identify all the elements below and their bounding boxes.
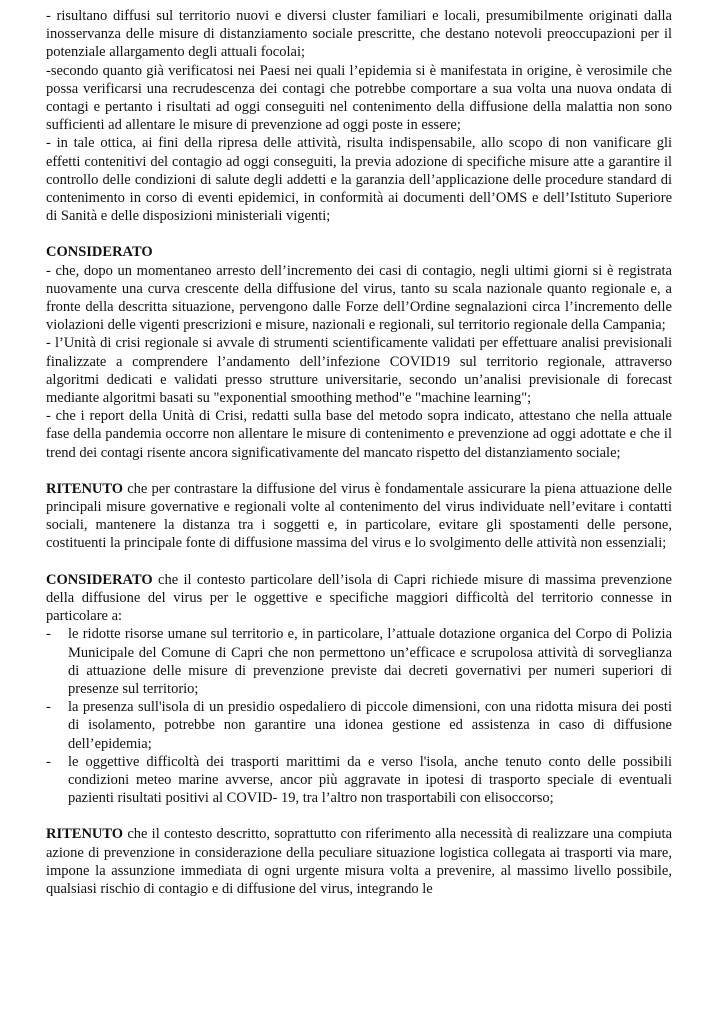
ritenuto-text: che per contrastare la diffusione del virus è fondamentale assicurare la piena attuazione delle principali misure governative e regionali volte al contenimento del virus individuate nell’evitare i contatti sociali, mantenere la distanza tra i soggetti e, in particolare, evitare gli spostamenti delle persone, costituenti la principale fonte di diffusione massima del virus e lo svolgimento delle attività non essenziali; [46,480,672,552]
considerato-item-1: - che, dopo un momentaneo arresto dell’incremento dei casi di contagio, negli ultimi giorni si è registrata nuovamente una curva crescente della diffusione del virus, tanto su scala nazionale quanto regionale e, a fronte della descritta situazione, pervengono dalle Forze dell’Ordine segnalazioni circa l’incremento delle violazioni delle vigenti prescrizioni e misure, nazionali e regionali, sul territorio regionale della Campania; [46,262,672,334]
intro-paragraph-2: -secondo quanto già verificatosi nei Paesi nei quali l’epidemia si è manifestata in origine, è verosimile che possa verificarsi una recrudescenza dei contagi che potrebbe comportare a sua volta una nuova ondata di contagi e pertanto i risultati ad oggi conseguiti nel contenimento della diffusione della malattia non sono sufficienti ad allentare le misure di prevenzione ad oggi poste in essere; [46,62,672,134]
ritenuto-text: che il contesto descritto, soprattutto con riferimento alla necessità di realizzare una compiuta azione di prevenzione in considerazione della peculiare situazione logistica collegata ai trasporti via mare, impone la assunzione immediata di ogni urgente misura volta a prevenire, al massimo livello possibile, qualsiasi rischio di contagio e di diffusione del virus, integrando le [46,826,672,897]
considerato-item-2: - l’Unità di crisi regionale si avvale di strumenti scientificamente validati per effettuare analisi previsionali finalizzate a comprendere l’andamento dell’infezione COVID19 sul territorio regionale, attraverso algoritmi dedicati e validati presso strutture universitarie, secondo un’analisi previsionale di forecast mediante algoritmi basati su "exponential smoothing method"e "machine learning"; [46,335,672,407]
ritenuto-paragraph-2 [46,825,672,898]
considerato-item-3: - che i report della Unità di Crisi, redatti sulla base del metodo sopra indicato, attestano che nella attuale fase della pandemia occorre non allentare le misure di contenimento e prevenzione ad oggi adottate e che il trend dei contagi risente ancora significativamente del mancato rispetto del distanziamento sociale; [46,408,672,461]
list-item: - le ridotte risorse umane sul territorio e, in particolare, l’attuale dotazione organica del Corpo di Polizia Municipale del Comune di Capri che non permettono un’efficace e scrupolosa attività di sorveglianza di attuazione delle misure di prevenzione previste dai decreti governativi per numeri superiori di presenze sul territorio; [46,626,672,697]
considerato-paragraph-2 [46,571,672,626]
dash-bullet: - [46,626,51,643]
ritenuto-keyword: RITENUTO [46,480,124,497]
dash-bullet: - [46,753,51,770]
document-page [46,7,672,898]
considerato-text: che il contesto particolare dell’isola di Capri richiede misure di massima prevenzione della diffusione del virus per le oggettive e specifiche maggiori difficoltà del territorio connesse in particolare a: [46,571,672,625]
considerato-heading: CONSIDERATO [46,244,153,261]
capri-difficulties-list [46,625,672,807]
ritenuto-keyword: RITENUTO [46,826,124,843]
list-item: - la presenza sull'isola di un presidio ospedaliero di piccole dimensioni, con una ridotta misura dei posti di isolamento, potrebbe non garantire una idonea gestione ed assistenza in caso di diffusione dell’epidemia; [46,699,672,752]
intro-paragraph-3: - in tale ottica, ai fini della ripresa delle attività, risulta indispensabile, allo scopo di non vanificare gli effetti contenitivi del contagio ad oggi conseguiti, la previa adozione di specifiche misure atte a garantire il controllo delle condizioni di salute degli addetti e la garanzia dell’applicazione delle procedure standard di contenimento in corso di eventi epidemici, in conformità ai documenti dell’OMS e dell’Istituto Superiore di Sanità e delle disposizioni ministeriali vigenti; [46,135,672,225]
dash-bullet: - [46,699,51,716]
considerato-keyword: CONSIDERATO [46,571,153,588]
intro-paragraph-1: - risultano diffusi sul territorio nuovi e diversi cluster familiari e locali, presumibilmente originati dalla inosservanza delle misure di distanziamento sociale prescritte, che destano notevoli preoccupazioni per il potenziale allargamento degli attuali focolai; [46,8,672,61]
list-item: - le oggettive difficoltà dei trasporti marittimi da e verso l'isola, anche tenuto conto delle possibili condizioni meteo marine avverse, ancor più aggravate in ipotesi di trasporto speciale di eventuali pazienti risultati positivi al COVID- 19, tra l’altro non trasportabili con elisoccorso; [46,753,672,807]
ritenuto-paragraph-1 [46,480,672,553]
